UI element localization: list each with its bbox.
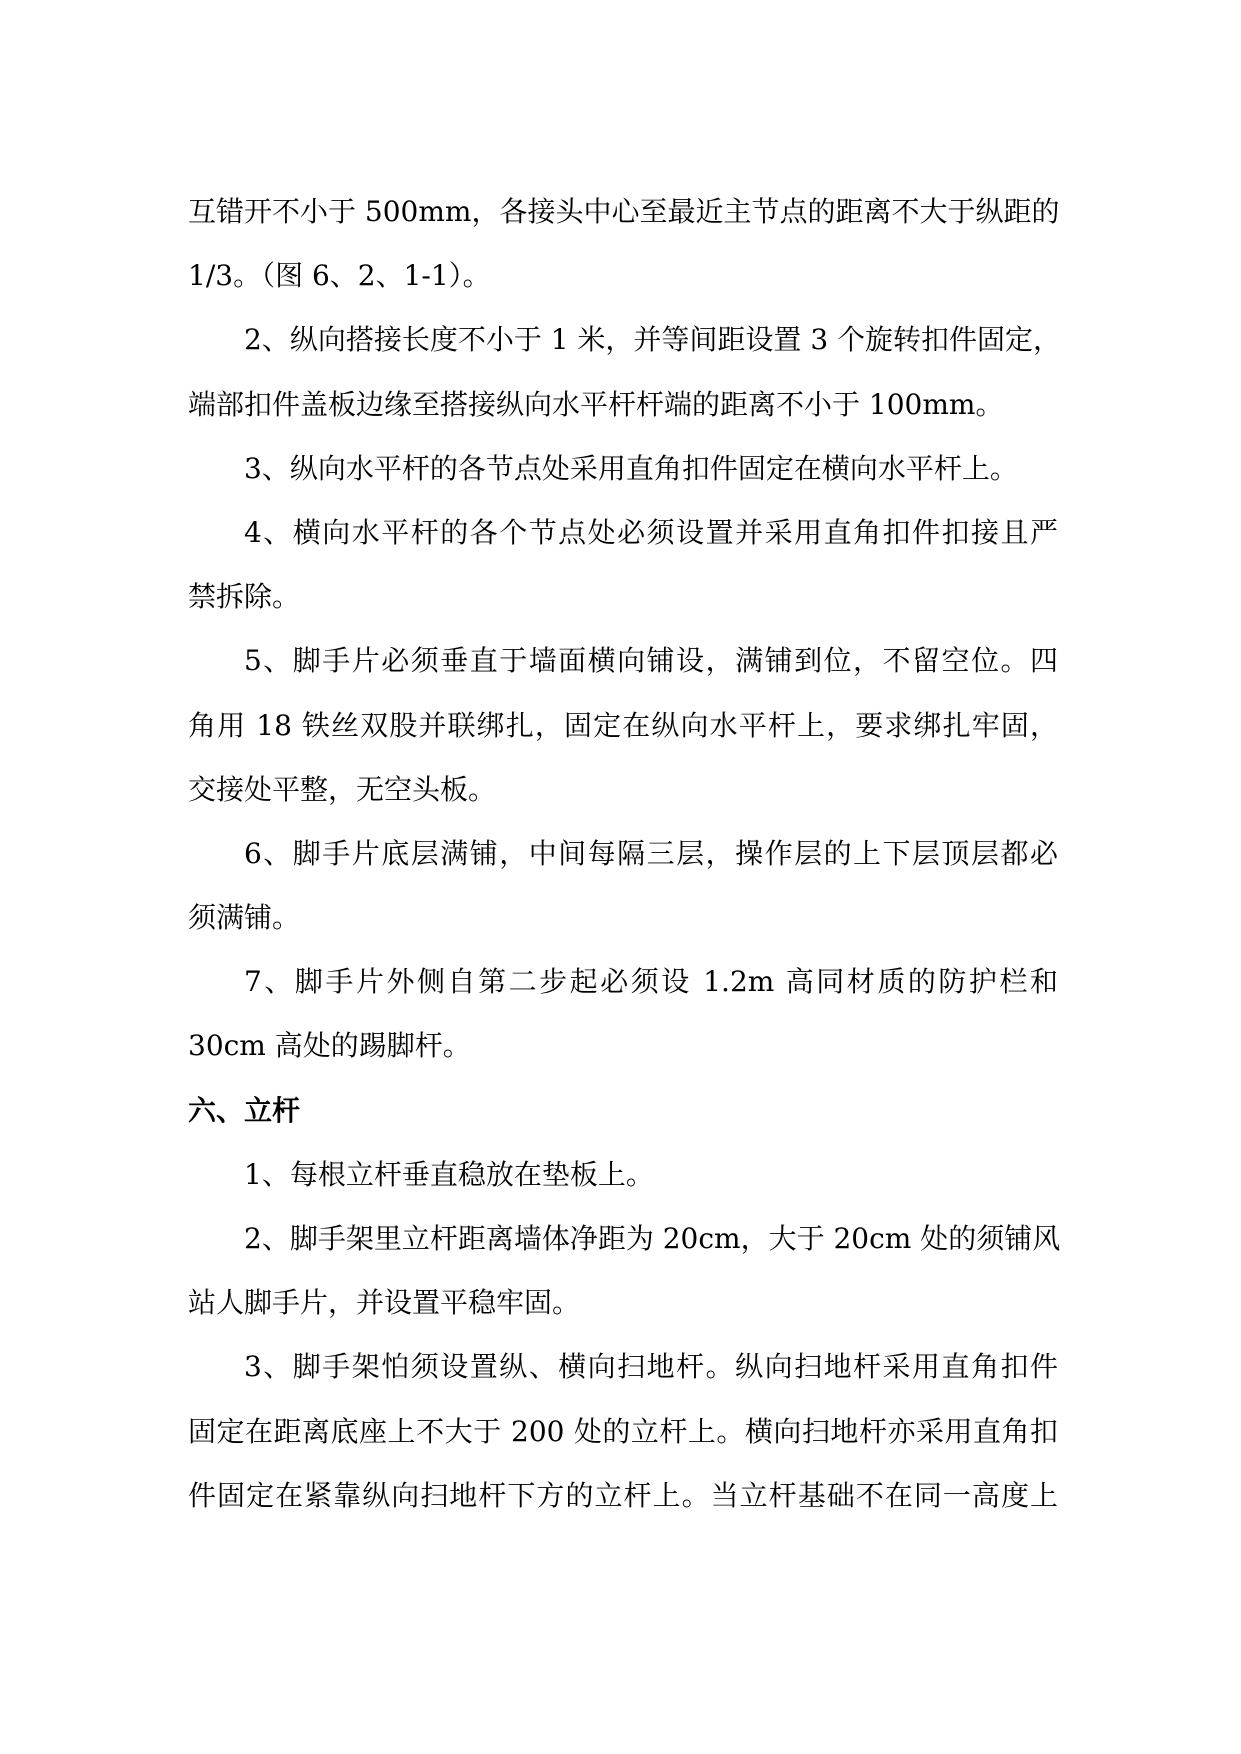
- paragraph-line: 端部扣件盖板边缘至搭接纵向水平杆杆端的距离不小于 100mm。: [188, 387, 1004, 421]
- paragraph-line: 6、脚手片底层满铺，中间每隔三层，操作层的上下层顶层都必: [244, 836, 1058, 870]
- section-heading: 六、立杆: [188, 1093, 301, 1127]
- paragraph-line: 交接处平整，无空头板。: [188, 772, 497, 806]
- paragraph-line: 2、脚手架里立杆距离墙体净距为 20cm，大于 20cm 处的须铺风: [244, 1222, 1061, 1255]
- paragraph-line: 3、脚手架怕须设置纵、横向扫地杆。纵向扫地杆采用直角扣件: [244, 1350, 1058, 1384]
- paragraph-line: 互错开不小于 500mm，各接头中心至最近主节点的距离不大于纵距的: [188, 195, 1060, 228]
- paragraph-line: 件固定在紧靠纵向扫地杆下方的立杆上。当立杆基础不在同一高度上: [188, 1478, 1058, 1512]
- paragraph-line: 须满铺。: [188, 901, 301, 935]
- paragraph-line: 2、纵向搭接长度不小于 1 米，并等间距设置 3 个旋转扣件固定，: [244, 323, 1062, 357]
- paragraph-line: 1/3。（图 6、2、1-1）。: [188, 259, 491, 293]
- paragraph-line: 4、横向水平杆的各个节点处必须设置并采用直角扣件扣接且严: [244, 515, 1058, 549]
- paragraph-line: 固定在距离底座上不大于 200 处的立杆上。横向扫地杆亦采用直角扣: [188, 1414, 1058, 1448]
- paragraph-line: 30cm 高处的踢脚杆。: [188, 1029, 471, 1063]
- paragraph-line: 禁拆除。: [188, 580, 301, 614]
- paragraph-line: 3、纵向水平杆的各节点处采用直角扣件固定在横向水平杆上。: [244, 451, 1018, 485]
- paragraph-line: 5、脚手片必须垂直于墙面横向铺设，满铺到位，不留空位。四: [244, 644, 1058, 678]
- paragraph-line: 7、脚手片外侧自第二步起必须设 1.2m 高同材质的防护栏和: [244, 965, 1058, 999]
- document-body: [188, 180, 1062, 1528]
- paragraph-line: 站人脚手片，并设置平稳牢固。: [188, 1286, 581, 1320]
- paragraph-line: 角用 18 铁丝双股并联绑扎，固定在纵向水平杆上，要求绑扎牢固，: [188, 708, 1058, 742]
- paragraph-line: 1、每根立杆垂直稳放在垫板上。: [244, 1157, 654, 1191]
